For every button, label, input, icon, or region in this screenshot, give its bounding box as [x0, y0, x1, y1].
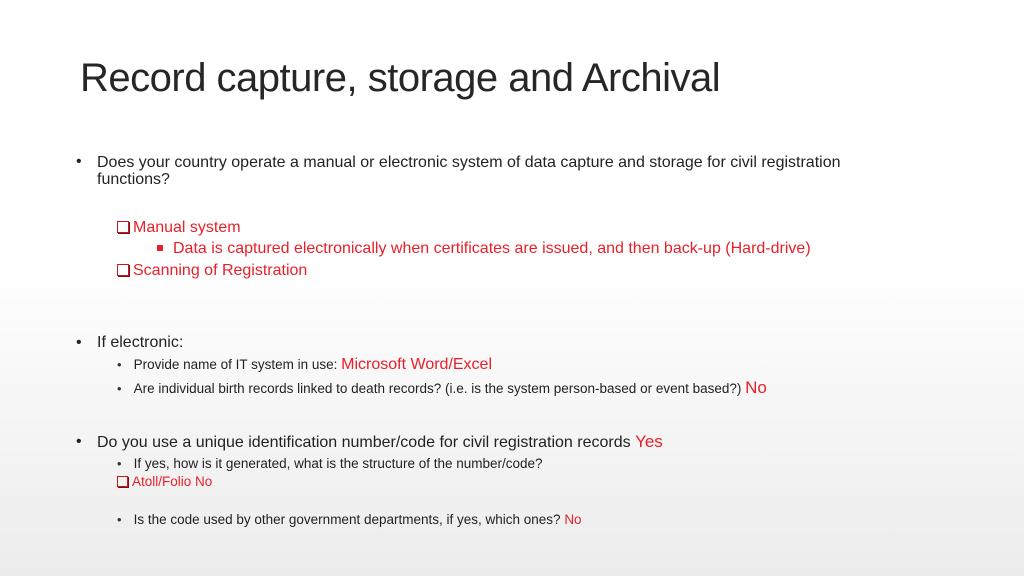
sub-1-text: If yes, how is it generated, what is the structure of the number/code?	[133, 456, 543, 471]
answer-manual-system	[117, 219, 241, 237]
filled-square-bullet-icon	[157, 245, 163, 251]
sub-bullet: •	[117, 381, 122, 396]
question-1-line-2: functions?	[97, 171, 170, 188]
bullet: •	[76, 334, 82, 351]
answer-scanning-label: Scanning of Registration	[133, 262, 308, 279]
sub-2-text: Is the code used by other government departments, if yes, which ones?	[133, 512, 565, 527]
checkbox-square-icon	[117, 264, 129, 276]
answer-data-captured-label: Data is captured electronically when certificates are issued, and then back-up (Hard-drive)	[173, 240, 811, 257]
sub-bullet: •	[117, 456, 122, 471]
sub-2-answer: No	[564, 512, 582, 527]
question-1-line-1: Does your country operate a manual or electronic system of data capture and storage for civil registration	[97, 154, 841, 171]
sub-bullet: •	[117, 512, 122, 527]
checkbox-square-icon	[117, 221, 129, 233]
sub-2-text: Are individual birth records linked to death records? (i.e. is the system person-based or event based?)	[133, 381, 746, 396]
question-3-text: Do you use a unique identification number/code for civil registration records	[97, 434, 636, 451]
answer-scanning	[117, 262, 307, 280]
sub-1-answer-label: Atoll/Folio No	[132, 474, 213, 489]
answer-manual-label: Manual system	[133, 219, 241, 236]
question-3-sub-1-answer	[117, 474, 212, 489]
question-2-label: If electronic:	[97, 334, 184, 351]
sub-bullet: •	[117, 357, 122, 372]
sub-1-answer: Microsoft Word/Excel	[341, 356, 493, 373]
bullet: •	[76, 153, 82, 170]
question-2-sub-2	[117, 378, 767, 398]
checkbox-square-icon	[117, 476, 128, 487]
question-3-sub-2	[117, 511, 582, 529]
question-3	[97, 432, 663, 452]
question-3-answer: Yes	[635, 432, 663, 451]
answer-data-captured	[157, 240, 811, 258]
question-2-sub-1	[117, 356, 492, 374]
bullet: •	[76, 433, 82, 450]
page-title: Record capture, storage and Archival	[80, 56, 721, 100]
sub-2-answer: No	[745, 378, 767, 397]
sub-1-text: Provide name of IT system in use:	[133, 357, 342, 372]
question-3-sub-1	[117, 455, 543, 473]
